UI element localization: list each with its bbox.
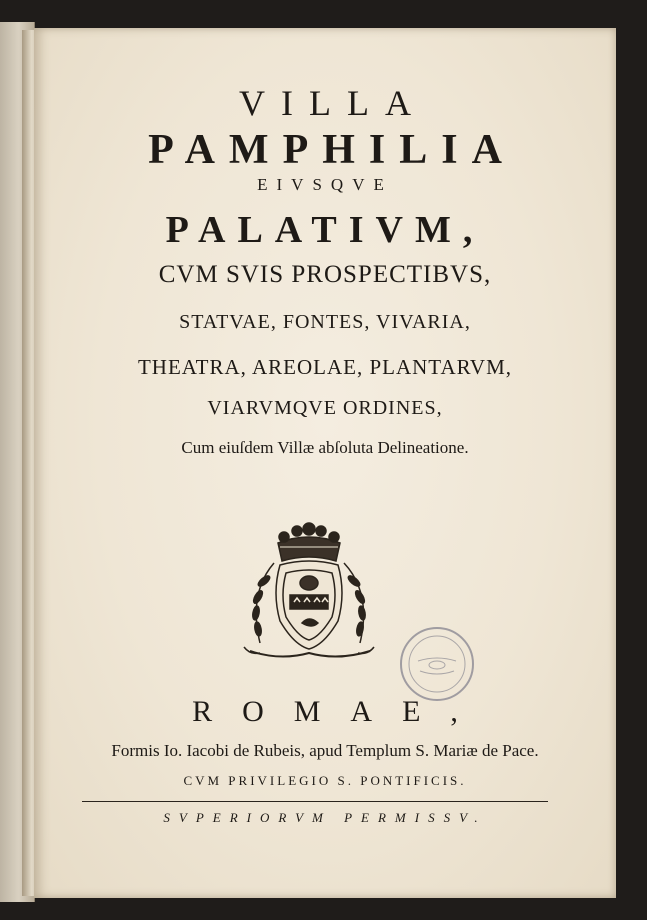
title-line-eiusque: EIVSQVE [257,175,393,194]
subtitle-line-viarumque: VIARVMQVE ORDINES, [207,397,443,419]
imprint-permission: SVPERIORVM PERMISSV. [163,810,487,825]
title-page [34,28,616,898]
subtitle-line-theatra: THEATRA, AREOLAE, PLANTARVM, [137,355,513,379]
title-line-villa: VILLA [239,83,427,123]
library-ownership-stamp-icon [398,625,476,703]
subtitle-line-statuae: STATVAE, FONTES, VIVARIA, [179,311,471,333]
title-line-pamphilia: PAMPHILIA [148,127,516,173]
subtitle-line-prospectibus: CVM SVIS PROSPECTIBVS, [158,261,492,288]
imprint-city: ROMAE, [192,695,488,728]
papal-coat-of-arms-with-crown-icon [220,503,398,671]
horizontal-rule [82,801,548,802]
imprint-privilege: CVM PRIVILEGIO S. PONTIFICIS. [183,773,467,788]
imprint-publisher: Formis Io. Iacobi de Rubeis, apud Templum S. Mariæ de Pace. [111,741,539,760]
subtitle-line-delineatione: Cum eiuſdem Villæ abſoluta Delineatione. [181,438,469,457]
title-line-palatium: PALATIVM, [165,209,485,251]
